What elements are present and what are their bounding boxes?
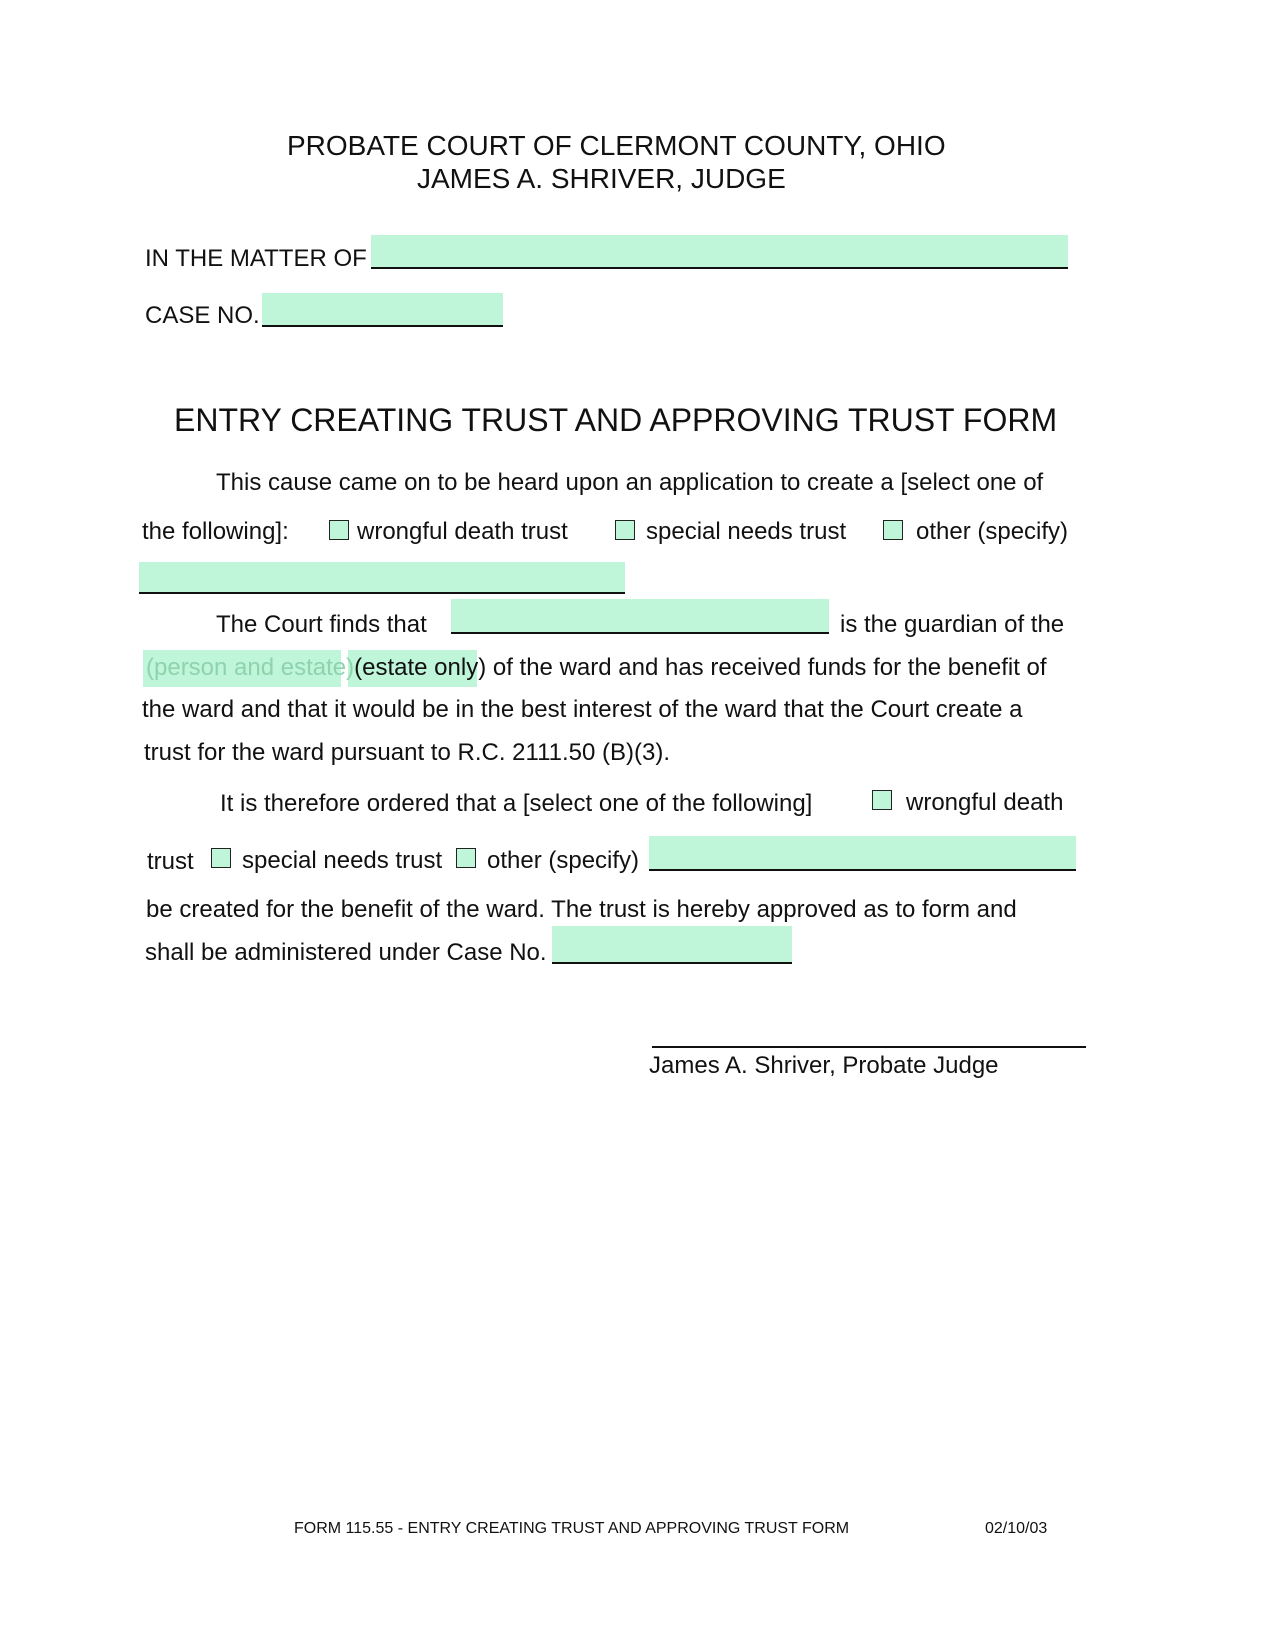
para2-after: is the guardian of the (840, 611, 1065, 638)
signature-label: James A. Shriver, Probate Judge (649, 1052, 999, 1079)
guardian-name-field[interactable] (451, 599, 829, 634)
order-option-special-needs: special needs trust (242, 847, 443, 874)
option-special-needs-trust: special needs trust (646, 518, 847, 545)
para2-rest1: of the ward and has received funds for the benefit of (492, 654, 1047, 681)
choice-estate-only: (estate only) (354, 654, 487, 681)
para3-line4: shall be administered under Case No. (145, 939, 547, 966)
para1-line1: This cause came on to be heard upon an application to create a [select one of (216, 469, 1044, 496)
signature-line (652, 1046, 1086, 1048)
judge-name-header: JAMES A. SHRIVER, JUDGE (417, 163, 786, 194)
option-other: other (specify) (916, 518, 1069, 545)
para3-line1: It is therefore ordered that a [select one of the following] (220, 790, 813, 817)
para2-line2 (146, 654, 1047, 682)
checkbox-wrongful-death-trust[interactable] (329, 520, 349, 540)
order-option-wrongful-death-cont: trust (147, 848, 194, 875)
matter-field[interactable] (371, 235, 1068, 269)
page-title: ENTRY CREATING TRUST AND APPROVING TRUST FORM (174, 402, 1058, 438)
court-name: PROBATE COURT OF CLERMONT COUNTY, OHIO (287, 130, 946, 161)
order-option-wrongful-death: wrongful death (906, 789, 1064, 816)
checkbox-order-special-needs[interactable] (211, 848, 231, 868)
checkbox-other[interactable] (883, 520, 903, 540)
para2-line3: the ward and that it would be in the best interest of the ward that the Court create a (142, 696, 1023, 723)
option-wrongful-death-trust: wrongful death trust (357, 518, 568, 545)
para3-line3: be created for the benefit of the ward. The trust is hereby approved as to form and (146, 896, 1017, 923)
checkbox-special-needs-trust[interactable] (615, 520, 635, 540)
other-specify-field[interactable] (139, 562, 625, 594)
footer-date: 02/10/03 (985, 1520, 1048, 1537)
checkbox-order-other[interactable] (456, 848, 476, 868)
administered-case-no-field[interactable] (552, 926, 792, 964)
order-option-other: other (specify) (487, 847, 640, 874)
footer-form-id: FORM 115.55 - ENTRY CREATING TRUST AND APPROVING TRUST FORM (294, 1520, 850, 1537)
case-no-label: CASE NO. (145, 302, 260, 329)
checkbox-order-wrongful-death[interactable] (872, 790, 892, 810)
para1-lead: the following]: (142, 518, 289, 545)
para2-lead: The Court finds that (216, 611, 427, 638)
matter-label: IN THE MATTER OF (145, 245, 367, 272)
para2-line4: trust for the ward pursuant to R.C. 2111.50 (B)(3). (144, 739, 671, 766)
case-no-field[interactable] (262, 293, 503, 327)
choice-person-and-estate: (person and estate) (146, 654, 355, 681)
order-other-specify-field[interactable] (649, 836, 1076, 871)
